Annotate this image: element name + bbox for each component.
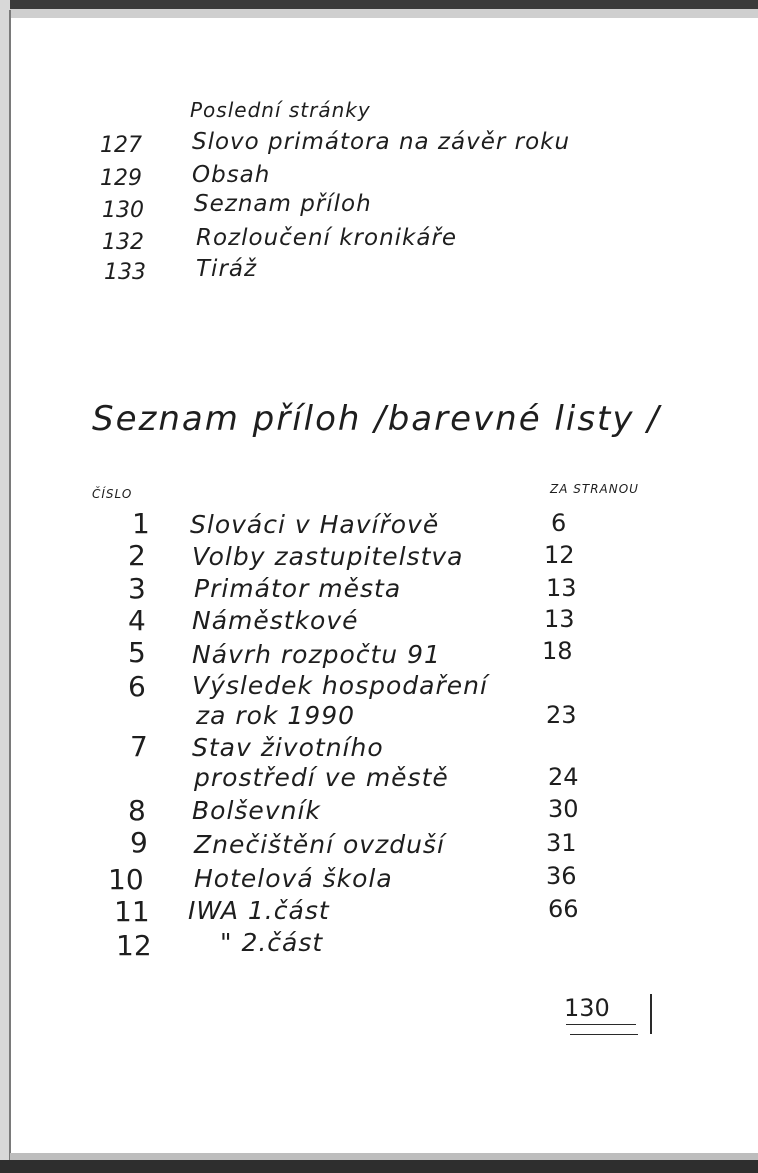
- attachment-title: Stav životního: [192, 733, 384, 762]
- attachment-number: 8: [128, 794, 146, 827]
- column-header-page: ZA STRANOU: [550, 482, 639, 496]
- attachment-title: Znečištění ovzduší: [194, 830, 445, 859]
- attachment-title-continued: za rok 1990: [196, 701, 356, 730]
- attachment-title-continued: prostředí ve městě: [194, 763, 449, 792]
- attachment-number: 3: [128, 572, 146, 605]
- attachment-title: Volby zastupitelstva: [192, 542, 464, 571]
- attachment-page: 23: [546, 701, 577, 729]
- attachment-title: Hotelová škola: [194, 864, 393, 893]
- last-pages-title: Slovo primátora na závěr roku: [192, 129, 571, 155]
- attachment-number: 2: [128, 539, 146, 572]
- attachment-title: Výsledek hospodaření: [192, 671, 488, 700]
- attachment-number: 6: [128, 670, 146, 703]
- attachment-page: 36: [546, 862, 577, 890]
- attachment-number: 12: [116, 929, 152, 962]
- attachment-title: IWA 1.část: [188, 896, 330, 925]
- page-number-underline-second: [570, 1034, 638, 1035]
- scan-edge-top-shadow: [10, 9, 758, 18]
- attachment-page: 13: [544, 605, 575, 633]
- page-number-underline: [566, 1024, 636, 1025]
- column-header-number: ČÍSLO: [92, 487, 133, 501]
- last-pages-number: 127: [100, 133, 142, 158]
- attachment-page: 6: [551, 509, 567, 537]
- last-pages-number: 132: [102, 230, 144, 255]
- attachment-title: Bolševník: [192, 796, 321, 825]
- last-pages-title: Obsah: [192, 162, 271, 188]
- attachment-title: " 2.část: [220, 928, 324, 957]
- attachment-page: 24: [548, 763, 579, 791]
- attachment-page: 30: [548, 795, 579, 823]
- page-number-bar: [650, 994, 652, 1034]
- last-pages-title: Rozloučení kronikáře: [196, 225, 458, 251]
- attachment-number: 1: [132, 507, 150, 540]
- scan-edge-bottom: [0, 1160, 758, 1173]
- page-number: 130: [564, 994, 610, 1022]
- attachment-number: 4: [128, 604, 146, 637]
- attachment-page: 13: [546, 574, 577, 602]
- attachment-title: Návrh rozpočtu 91: [192, 640, 441, 669]
- attachment-title: Náměstkové: [192, 606, 359, 635]
- attachment-number: 9: [130, 826, 148, 859]
- attachment-number: 5: [128, 636, 146, 669]
- attachment-title: Primátor města: [194, 574, 402, 603]
- attachment-page: 31: [546, 829, 577, 857]
- last-pages-number: 130: [102, 198, 144, 223]
- attachment-page: 12: [544, 541, 575, 569]
- attachments-title: Seznam příloh /barevné listy /: [92, 399, 661, 439]
- attachment-page: 66: [548, 895, 579, 923]
- attachment-page: 18: [542, 637, 573, 665]
- last-pages-title: Tiráž: [196, 256, 258, 282]
- attachment-title: Slováci v Havířově: [190, 510, 440, 539]
- last-pages-heading: Poslední stránky: [190, 98, 371, 122]
- scan-binding-line: [9, 10, 11, 1160]
- last-pages-title: Seznam příloh: [194, 191, 372, 217]
- attachment-number: 10: [108, 863, 144, 896]
- last-pages-number: 133: [104, 260, 146, 285]
- attachment-number: 7: [130, 730, 148, 763]
- last-pages-number: 129: [100, 166, 142, 191]
- attachment-number: 11: [114, 895, 150, 928]
